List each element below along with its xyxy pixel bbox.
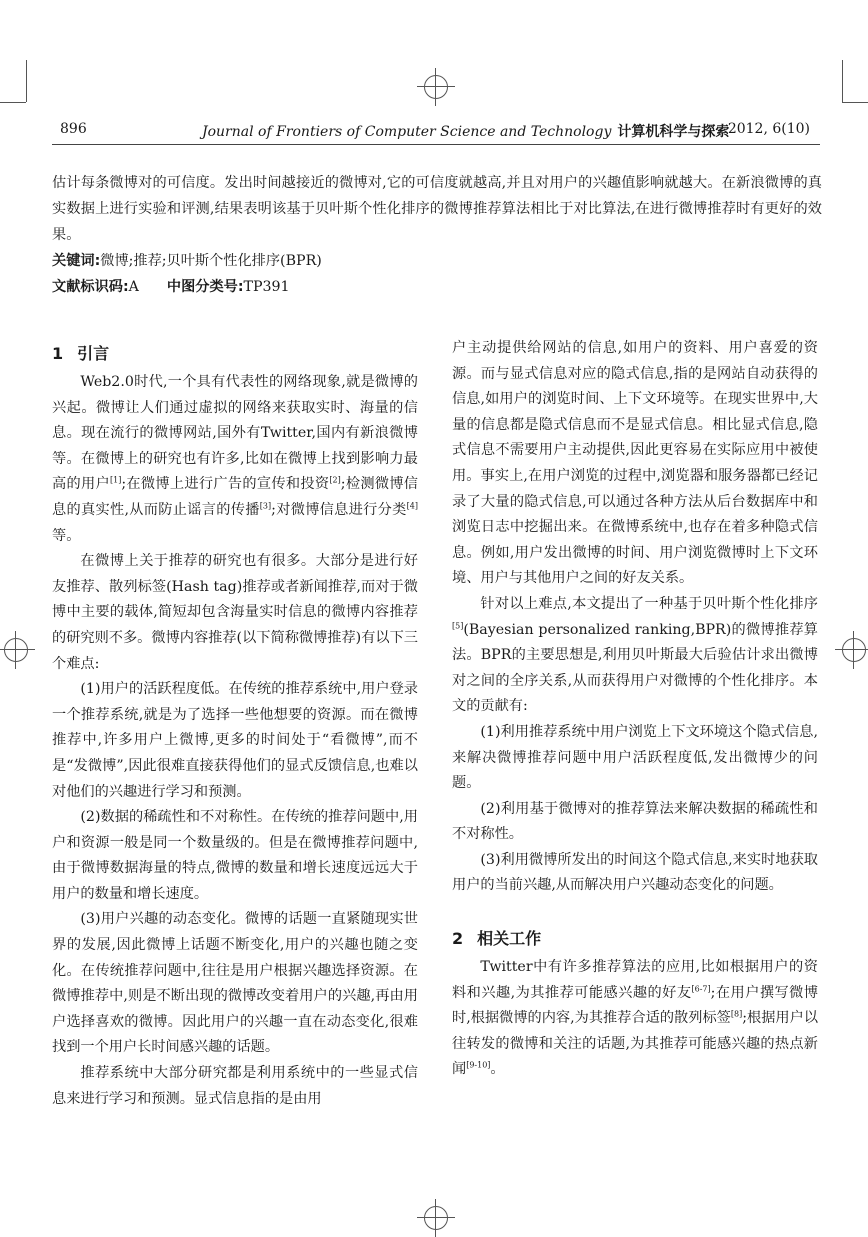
right-column xyxy=(452,336,818,1083)
paragraph: 推荐系统中大部分研究都是利用系统中的一些显式信息来进行学习和预测。显式信息指的是由用 xyxy=(52,1065,418,1107)
keywords: 微博;推荐;贝叶斯个性化排序(BPR) xyxy=(100,253,322,269)
citation: [2] xyxy=(329,475,341,485)
abstract xyxy=(52,170,822,300)
paragraph-text: 。 xyxy=(490,1061,505,1078)
citation: [6-7] xyxy=(691,983,711,993)
paragraph: 在微博上关于推荐的研究也有很多。大部分是进行好友推荐、散列标签(Hash tag)推荐或者新闻推荐,而对于微博中主要的载体,简短却包含海量实时信息的微博内容推荐的研究则不多。微博内容推荐(以下简称微博推荐)有以下三个难点: xyxy=(52,553,418,672)
clc-code: TP391 xyxy=(243,279,290,295)
clc-label: 中图分类号: xyxy=(166,279,244,295)
paragraph: (3)用户兴趣的动态变化。微博的话题一直紧随现实世界的发展,因此微博上话题不断变化,用户的兴趣也随之变化。在传统推荐问题中,往往是用户根据兴趣选择资源。在微博推荐中,则是不断出现的微博改变着用户的兴趣,再由用户选择喜欢的微博。因此用户的兴趣一直在动态变化,很难找到一个用户长时间感兴趣的话题。 xyxy=(52,911,418,1056)
paragraph-text: 针对以上难点,本文提出了一种基于贝叶斯个性化排序 xyxy=(480,595,818,612)
crop-mark xyxy=(842,60,843,102)
classification-line xyxy=(52,274,822,300)
section-number: 1 xyxy=(52,344,64,363)
paragraph-text: 等。 xyxy=(52,527,81,544)
keywords-label: 关键词: xyxy=(52,253,101,269)
section-heading xyxy=(52,340,418,368)
doc-code: A xyxy=(128,279,139,295)
citation: [1] xyxy=(110,475,122,485)
header-rule xyxy=(52,144,820,145)
citation: [8] xyxy=(730,1009,743,1019)
abstract-text: 估计每条微博对的可信度。发出时间越接近的微博对,它的可信度就越高,并且对用户的兴趣值影响就越大。在新浪微博的真实数据上进行实验和评测,结果表明该基于贝叶斯个性化排序的微博推荐算法相比于对比算法,在进行微博推荐时有更好的效果。 xyxy=(52,175,822,243)
crop-mark xyxy=(842,102,868,103)
paragraph: 户主动提供给网站的信息,如用户的资料、用户喜爱的资源。而与显式信息对应的隐式信息,指的是网站自动获得的信息,如用户的浏览时间、上下文环境等。在现实世界中,大量的信息都是隐式信息而不是显式信息。相比显式信息,隐式信息不需要用户主动提供,因此更容易在实际应用中被使用。事实上,在用户浏览的过程中,浏览器和服务器都已经记录了大量的隐式信息,可以通过各种方法从后台数据库中和浏览日志中挖掘出来。在微博系统中,也存在着多种隐式信息。例如,用户发出微博的时间、用户浏览微博时上下文环境、用户与其他用户之间的好友关系。 xyxy=(452,340,818,587)
journal-title-en: Journal of Frontiers of Computer Science and Technology xyxy=(202,124,612,140)
page-number: 896 xyxy=(60,121,87,137)
registration-mark-icon xyxy=(424,1206,448,1230)
paragraph xyxy=(52,370,418,549)
citation: [9-10] xyxy=(466,1060,491,1070)
citation: [5] xyxy=(452,620,464,630)
paragraph-text: ;在用户撰写微博时,根据微博的内容,为其推荐合适的散列标签 xyxy=(452,984,819,1027)
registration-mark-icon xyxy=(424,75,448,99)
left-column xyxy=(52,336,418,1112)
section-title: 引言 xyxy=(77,344,110,363)
crop-mark xyxy=(0,102,26,103)
section-number: 2 xyxy=(452,929,464,949)
paragraph: (2)数据的稀疏性和不对称性。在传统的推荐问题中,用户和资源一般是同一个数量级的。但是在微博推荐问题中,由于微博数据海量的特点,微博的数量和增长速度远远大于用户的数量和增长速度。 xyxy=(52,809,418,902)
running-header xyxy=(52,118,820,142)
paragraph xyxy=(452,955,818,1083)
keywords-line xyxy=(52,248,822,274)
paragraph: (2)利用基于微博对的推荐算法来解决数据的稀疏性和不对称性。 xyxy=(452,800,818,843)
paragraph-text: Web2.0时代,一个具有代表性的网络现象,就是微博的兴起。微博让人们通过虚拟的网络来获取实时、海量的信息。现在流行的微博网站,国外有Twitter,国内有新浪微博等。在微博上的研究也有许多,比如在微博上找到影响力最高的用户 xyxy=(52,374,418,493)
citation: [4] xyxy=(406,501,419,511)
paragraph-text: (Bayesian personalized ranking,BPR)的微博推荐算法。BPR的主要思想是,利用贝叶斯最大后验估计求出微博对之间的全序关系,从而获得用户对微博的个性化排序。本文的贡献有: xyxy=(452,621,818,715)
registration-mark-icon xyxy=(842,638,866,662)
citation: [3] xyxy=(259,501,272,511)
paragraph: (1)用户的活跃程度低。在传统的推荐系统中,用户登录一个推荐系统,就是为了选择一些他想要的资源。而在微博推荐中,许多用户上微博,更多的时间处于“看微博”,而不是“发微博”,因此很难直接获得他们的显式反馈信息,也难以对他们的兴趣进行学习和预测。 xyxy=(52,681,418,800)
section-spacer xyxy=(452,899,818,921)
section-heading xyxy=(452,925,818,953)
paragraph: (1)利用推荐系统中用户浏览上下文环境这个隐式信息,来解决微博推荐问题中用户活跃程度低,发出微博少的问题。 xyxy=(452,723,818,792)
paragraph-text: ;根据用户以往转发的微博和关注的话题,为其推荐可能感兴趣的热点新闻 xyxy=(452,1010,819,1078)
paragraph-text: Twitter中有许多推荐算法的应用,比如根据用户的资料和兴趣,为其推荐可能感兴趣的好友 xyxy=(452,959,818,1001)
year-issue: 2012, 6(10) xyxy=(727,121,810,137)
paragraph xyxy=(452,592,818,720)
section-title: 相关工作 xyxy=(477,929,542,949)
doc-code-label: 文献标识码: xyxy=(52,279,129,295)
journal-title xyxy=(202,121,729,141)
paragraph-text: ;在微博上进行广告的宣传和投资 xyxy=(121,476,330,493)
paragraph-text: ;检测微博信息的真实性,从而防止谣言的传播 xyxy=(52,476,418,518)
paragraph-text: ;对微博信息进行分类 xyxy=(271,501,407,518)
paragraph: (3)利用微博所发出的时间这个隐式信息,来实时地获取用户的当前兴趣,从而解决用户兴趣动态变化的问题。 xyxy=(452,851,818,894)
crop-mark xyxy=(26,60,27,102)
journal-title-cn: 计算机科学与探索 xyxy=(617,124,730,140)
registration-mark-icon xyxy=(4,638,28,662)
